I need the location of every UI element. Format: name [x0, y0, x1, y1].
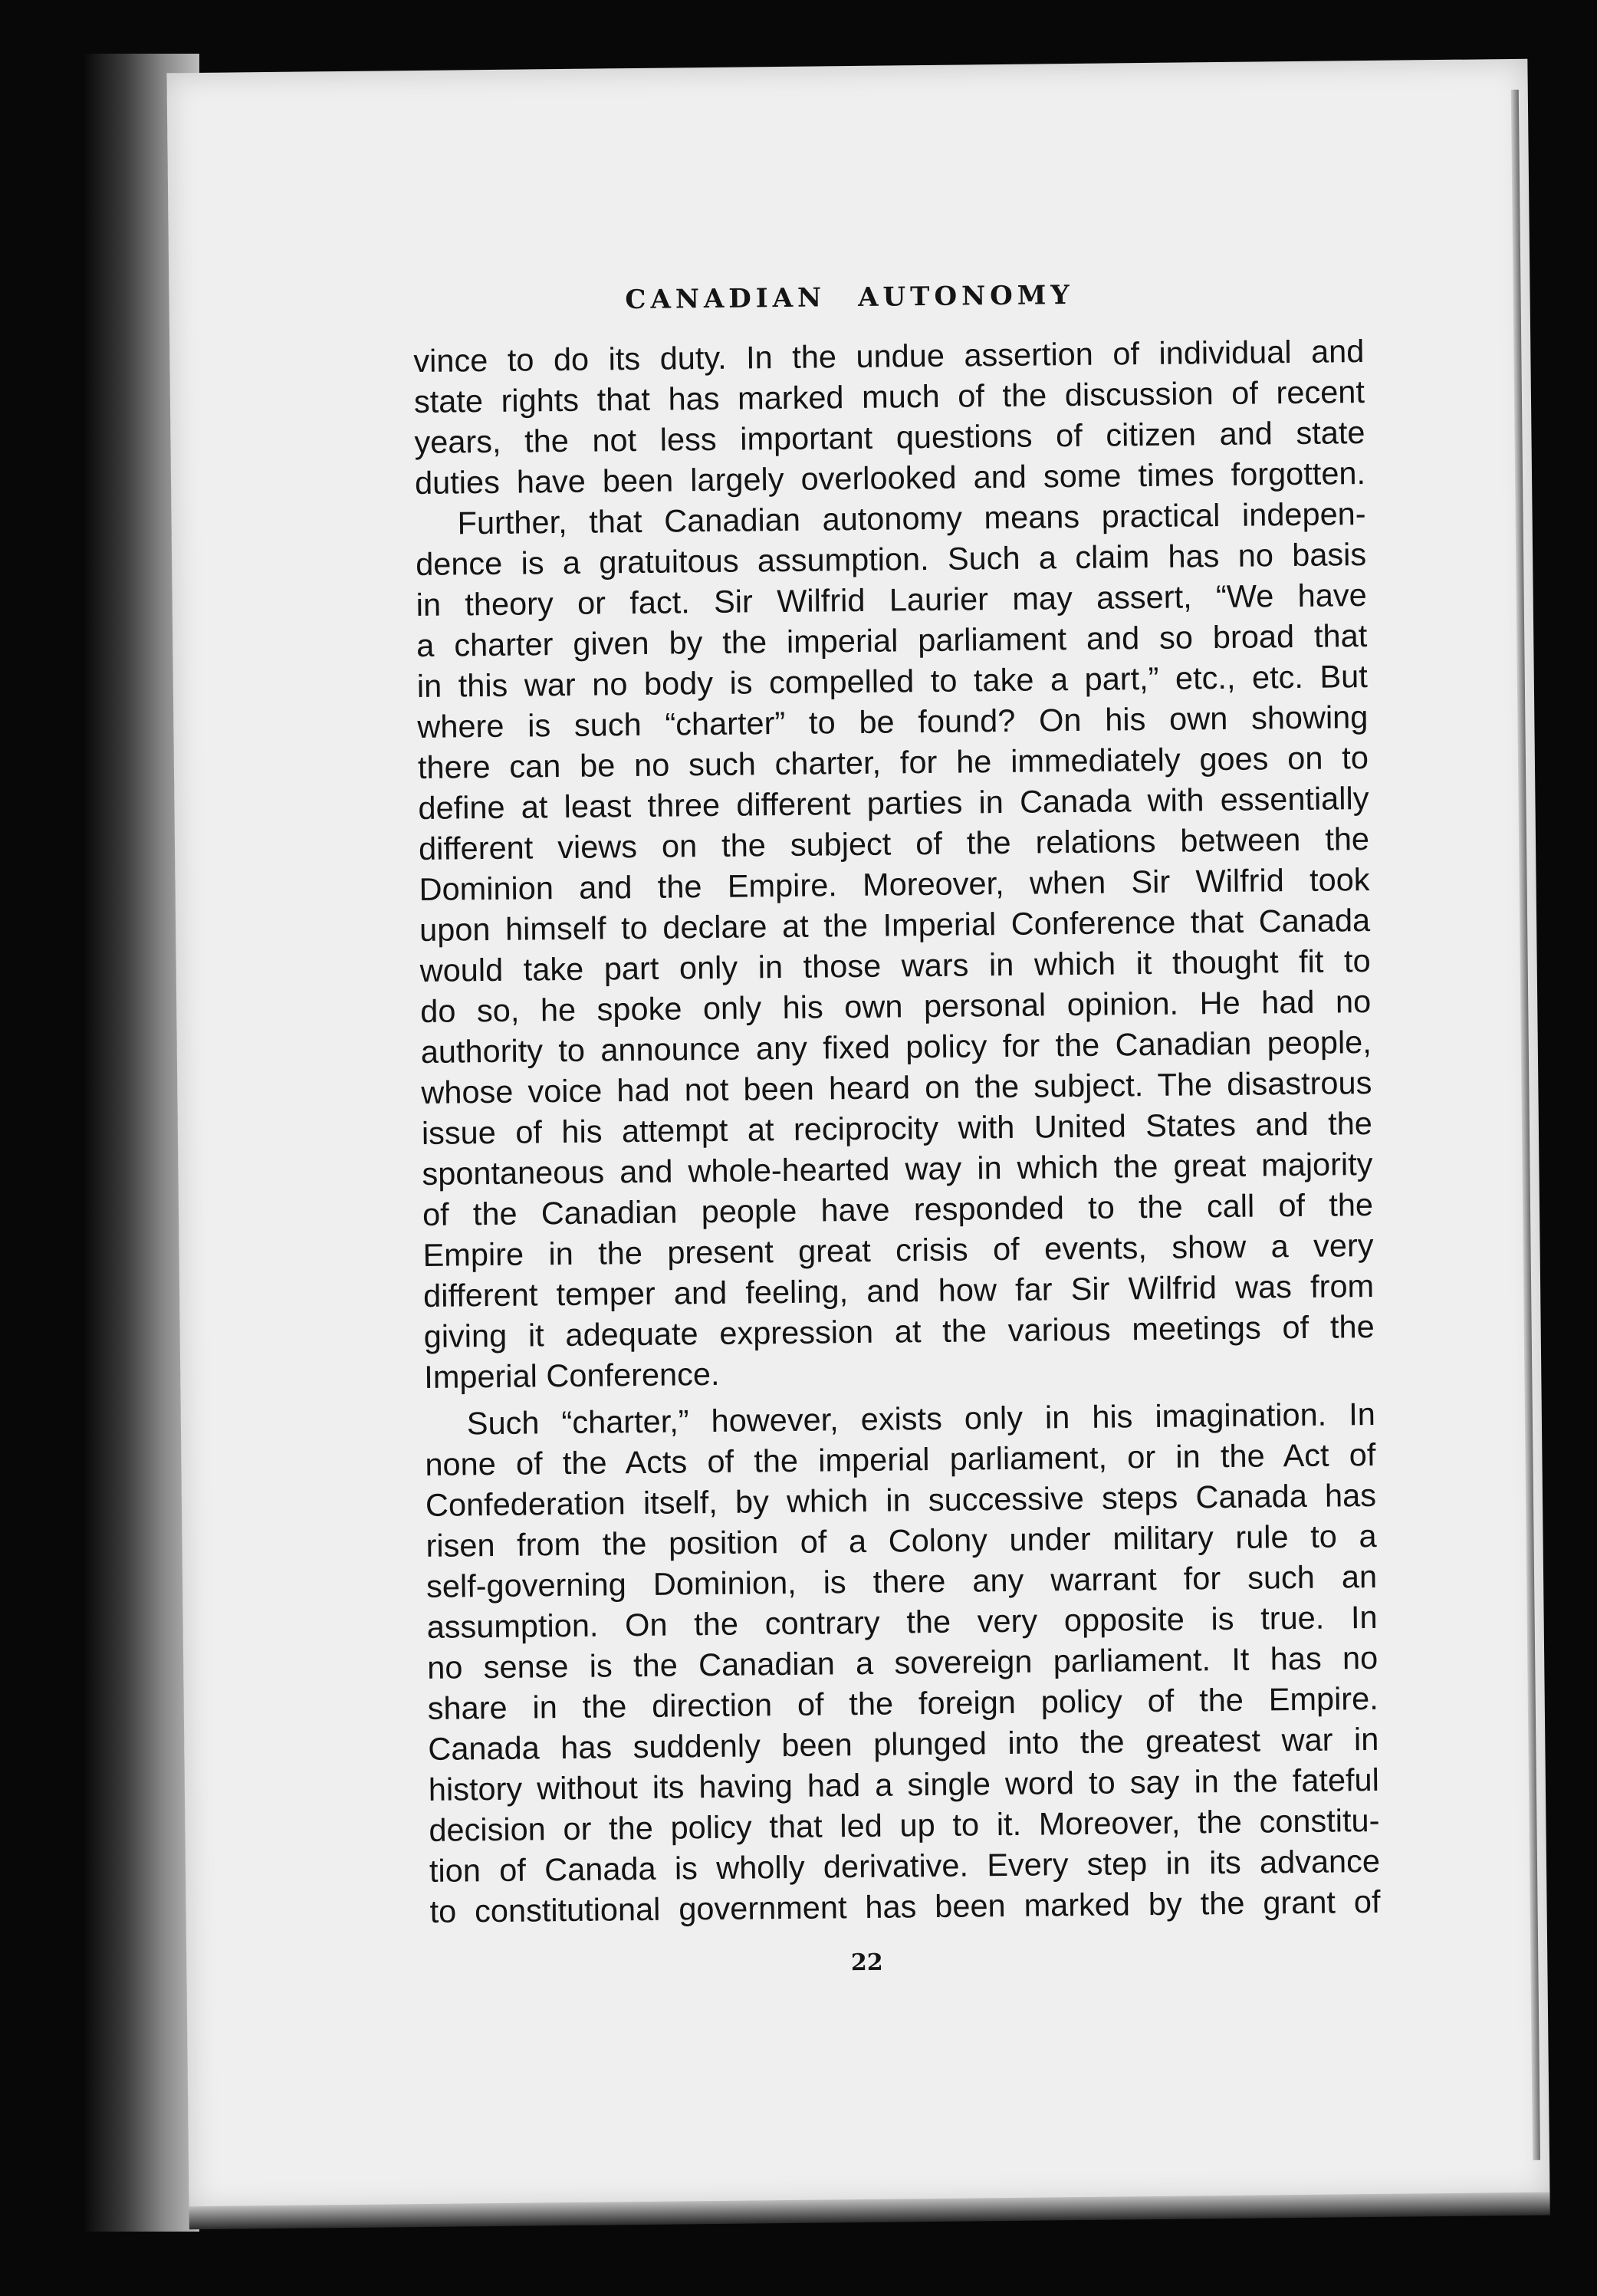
text-line: in theory or fact. Sir Wilfrid Laurier may assert, “We have — [416, 577, 1367, 623]
text-line: no sense is the Canadian a sovereign parliament. It has no — [426, 1639, 1378, 1686]
text-line: Empire in the present great crisis of events, show a very — [422, 1226, 1374, 1273]
text-line: in this war no body is compelled to take a part,” etc., etc. But — [416, 658, 1369, 704]
book-page — [166, 59, 1549, 2212]
text-line: dence is a gratuitous assumption. Such a claim has no basis — [415, 536, 1367, 583]
text-line: assumption. On the contrary the very opposite is true. In — [426, 1598, 1378, 1645]
text-line: Such “charter,” however, exists only in his imagination. In — [466, 1395, 1376, 1442]
text-line: Imperial Conference. — [424, 1355, 720, 1395]
text-line: vince to do its duty. In the undue assertion of individual and — [413, 333, 1365, 380]
text-line: history without its having had a single word to say in the fateful — [428, 1761, 1380, 1808]
text-line: a charter given by the imperial parliament and so broad that — [416, 617, 1368, 663]
body-text — [413, 331, 1381, 1932]
text-line: of the Canadian people have responded to the call of the — [422, 1186, 1374, 1232]
text-line: self-governing Dominion, is there any warrant for such an — [426, 1558, 1378, 1604]
text-line: issue of his attempt at reciprocity with United States and the — [421, 1104, 1373, 1151]
text-line: define at least three different parties in Canada with essentially — [418, 780, 1369, 826]
text-line: state rights that has marked much of the discussion of recent — [413, 373, 1365, 420]
text-line: Further, that Canadian autonomy means practical indepen- — [457, 495, 1366, 541]
paragraph-3 — [425, 1393, 1381, 1932]
text-line: authority to announce any fixed policy for the Canadian people, — [420, 1023, 1372, 1070]
text-line: decision or the policy that led up to it. Moreover, the constitu- — [429, 1801, 1380, 1848]
text-line: risen from the position of a Colony under military rule to a — [426, 1517, 1377, 1564]
text-line: share in the direction of the foreign policy of the Empire. — [427, 1679, 1378, 1726]
running-head-word-2: AUTONOMY — [857, 279, 1074, 313]
running-head-word-1: CANADIAN — [625, 282, 826, 316]
text-line: where is such “charter” to be found? On his own showing — [417, 699, 1369, 745]
text-line: duties have been largely overlooked and some times forgotten. — [414, 455, 1366, 502]
paragraph-1 — [413, 331, 1365, 503]
text-line: Dominion and the Empire. Moreover, when Sir Wilfrid took — [419, 860, 1370, 907]
text-line: to constitutional government has been marked by the grant of — [429, 1883, 1381, 1929]
paragraph-2 — [415, 493, 1375, 1397]
text-line: Confederation itself, by which in successive steps Canada has — [425, 1476, 1377, 1523]
page-number: 22 — [850, 1949, 883, 1977]
text-line: different views on the subject of the relations between the — [418, 821, 1370, 867]
text-line: upon himself to declare at the Imperial Conference that Canada — [419, 901, 1371, 948]
text-line: none of the Acts of the imperial parliament, or in the Act of — [425, 1436, 1376, 1482]
running-head — [169, 275, 1530, 321]
text-line: there can be no such charter, for he immediately goes on to — [417, 739, 1369, 785]
text-line: spontaneous and whole-hearted way in which the great majority — [422, 1145, 1373, 1192]
text-line: Canada has suddenly been plunged into the greatest war in — [428, 1720, 1379, 1767]
text-line: tion of Canada is wholly derivative. Every step in its advance — [429, 1842, 1381, 1889]
text-line: would take part only in those wars in which it thought fit to — [419, 942, 1371, 988]
text-line: years, the not less important questions of citizen and state — [414, 414, 1365, 461]
text-line: different temper and feeling, and how far Sir Wilfrid was from — [422, 1267, 1375, 1314]
text-line: do so, he spoke only his own personal opinion. He had no — [420, 982, 1372, 1029]
text-line: giving it adequate expression at the various meetings of the — [423, 1308, 1375, 1354]
text-line: whose voice had not been heard on the subject. The disastrous — [421, 1064, 1372, 1110]
